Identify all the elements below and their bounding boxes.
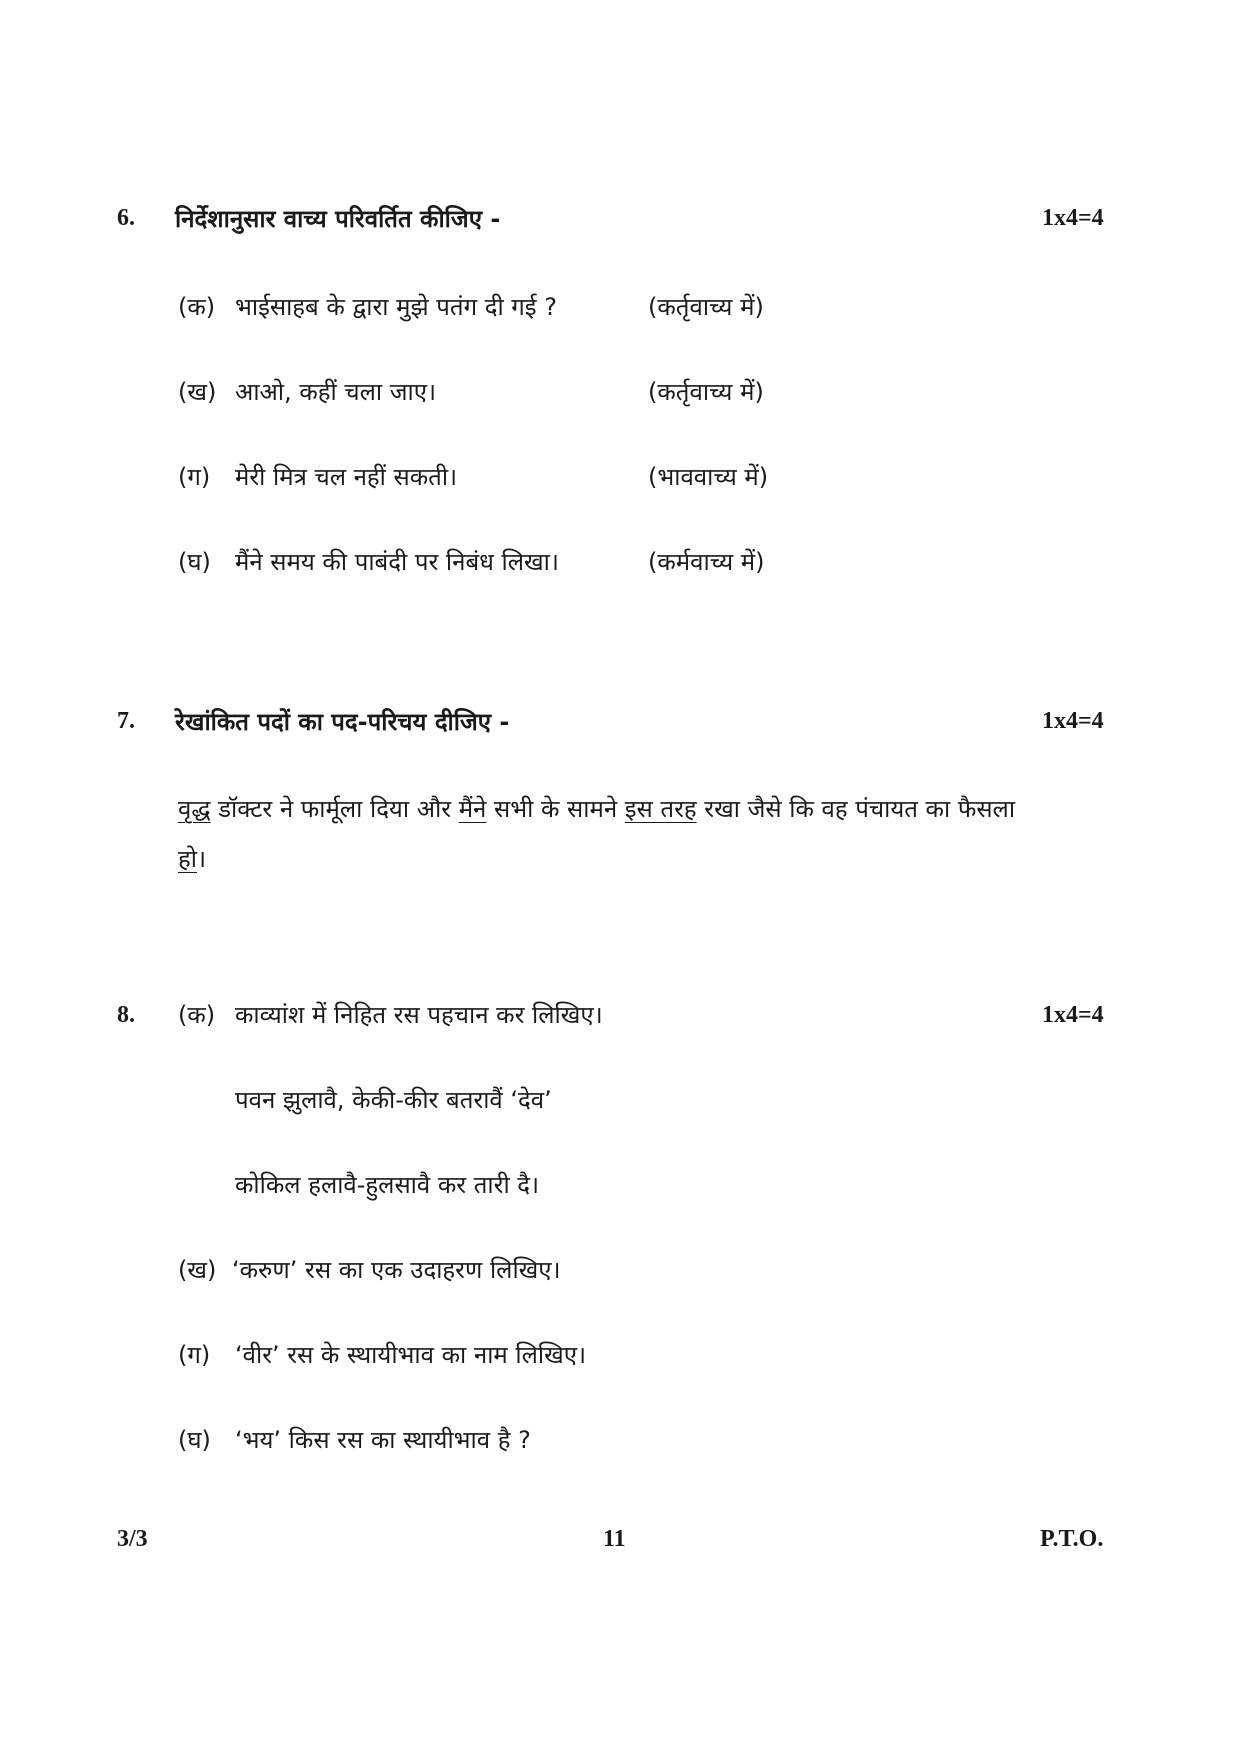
q8-item-a-label: (क) — [178, 1001, 216, 1029]
q6-item-a-instruction: (कर्तृवाच्य में) — [648, 293, 764, 321]
q6-item-b-instruction: (कर्तृवाच्य में) — [648, 378, 764, 406]
q8-verse-line-2: कोकिल हलावै-हुलसावै कर तारी दै। — [235, 1171, 540, 1199]
passage-text: सभी के सामने — [486, 795, 625, 823]
q6-item-a-text: भाईसाहब के द्वारा मुझे पतंग दी गई ? — [235, 293, 557, 321]
underlined-word: वृद्ध — [178, 795, 211, 823]
underlined-word: मैंने — [458, 795, 487, 823]
question-6-marks: 1x4=4 — [1042, 205, 1104, 231]
footer-page-number: 11 — [603, 1526, 626, 1552]
question-7-marks: 1x4=4 — [1042, 708, 1104, 734]
q8-item-d-text: ‘भय’ किस रस का स्थायीभाव है ? — [235, 1426, 531, 1454]
passage-text: । — [196, 845, 207, 873]
q6-item-a-label: (क) — [178, 293, 216, 321]
q8-verse-line-1: पवन झुलावै, केकी-कीर बतरावैं ‘देव’ — [235, 1086, 552, 1114]
underlined-word: हो — [178, 845, 197, 873]
q6-item-c-text: मेरी मित्र चल नहीं सकती। — [235, 463, 458, 491]
question-7-number: 7. — [117, 708, 135, 734]
q6-item-c-instruction: (भाववाच्य में) — [648, 463, 769, 491]
q8-item-c-label: (ग) — [178, 1341, 211, 1369]
q8-item-b-text: ‘करुण’ रस का एक उदाहरण लिखिए। — [232, 1256, 561, 1284]
q6-item-d-text: मैंने समय की पाबंदी पर निबंध लिखा। — [235, 548, 559, 576]
q8-item-a-text: काव्यांश में निहित रस पहचान कर लिखिए। — [235, 1001, 603, 1029]
q6-item-d-instruction: (कर्मवाच्य में) — [648, 548, 765, 576]
q6-item-b-label: (ख) — [178, 378, 217, 406]
question-8-marks: 1x4=4 — [1042, 1002, 1104, 1028]
question-6-number: 6. — [117, 205, 135, 231]
q7-passage-line-2 — [178, 842, 206, 875]
passage-text: डॉक्टर ने फार्मूला दिया और — [210, 795, 459, 823]
question-7-heading: रेखांकित पदों का पद-परिचय दीजिए - — [175, 708, 510, 736]
underlined-word: इस तरह — [624, 795, 697, 823]
question-8-number: 8. — [117, 1002, 135, 1028]
footer-pto: P.T.O. — [1040, 1526, 1104, 1552]
question-6-heading: निर्देशानुसार वाच्य परिवर्तित कीजिए - — [175, 205, 501, 233]
footer-paper-code: 3/3 — [117, 1526, 148, 1552]
q6-item-b-text: आओ, कहीं चला जाए। — [235, 378, 437, 406]
q8-item-b-label: (ख) — [178, 1256, 217, 1284]
passage-text: रखा जैसे कि वह पंचायत का फैसला — [696, 795, 1016, 823]
q8-item-d-label: (घ) — [178, 1426, 211, 1454]
q7-passage-line-1 — [178, 792, 1015, 825]
q6-item-d-label: (घ) — [178, 548, 211, 576]
q8-item-c-text: ‘वीर’ रस के स्थायीभाव का नाम लिखिए। — [235, 1341, 587, 1369]
q6-item-c-label: (ग) — [178, 463, 211, 491]
